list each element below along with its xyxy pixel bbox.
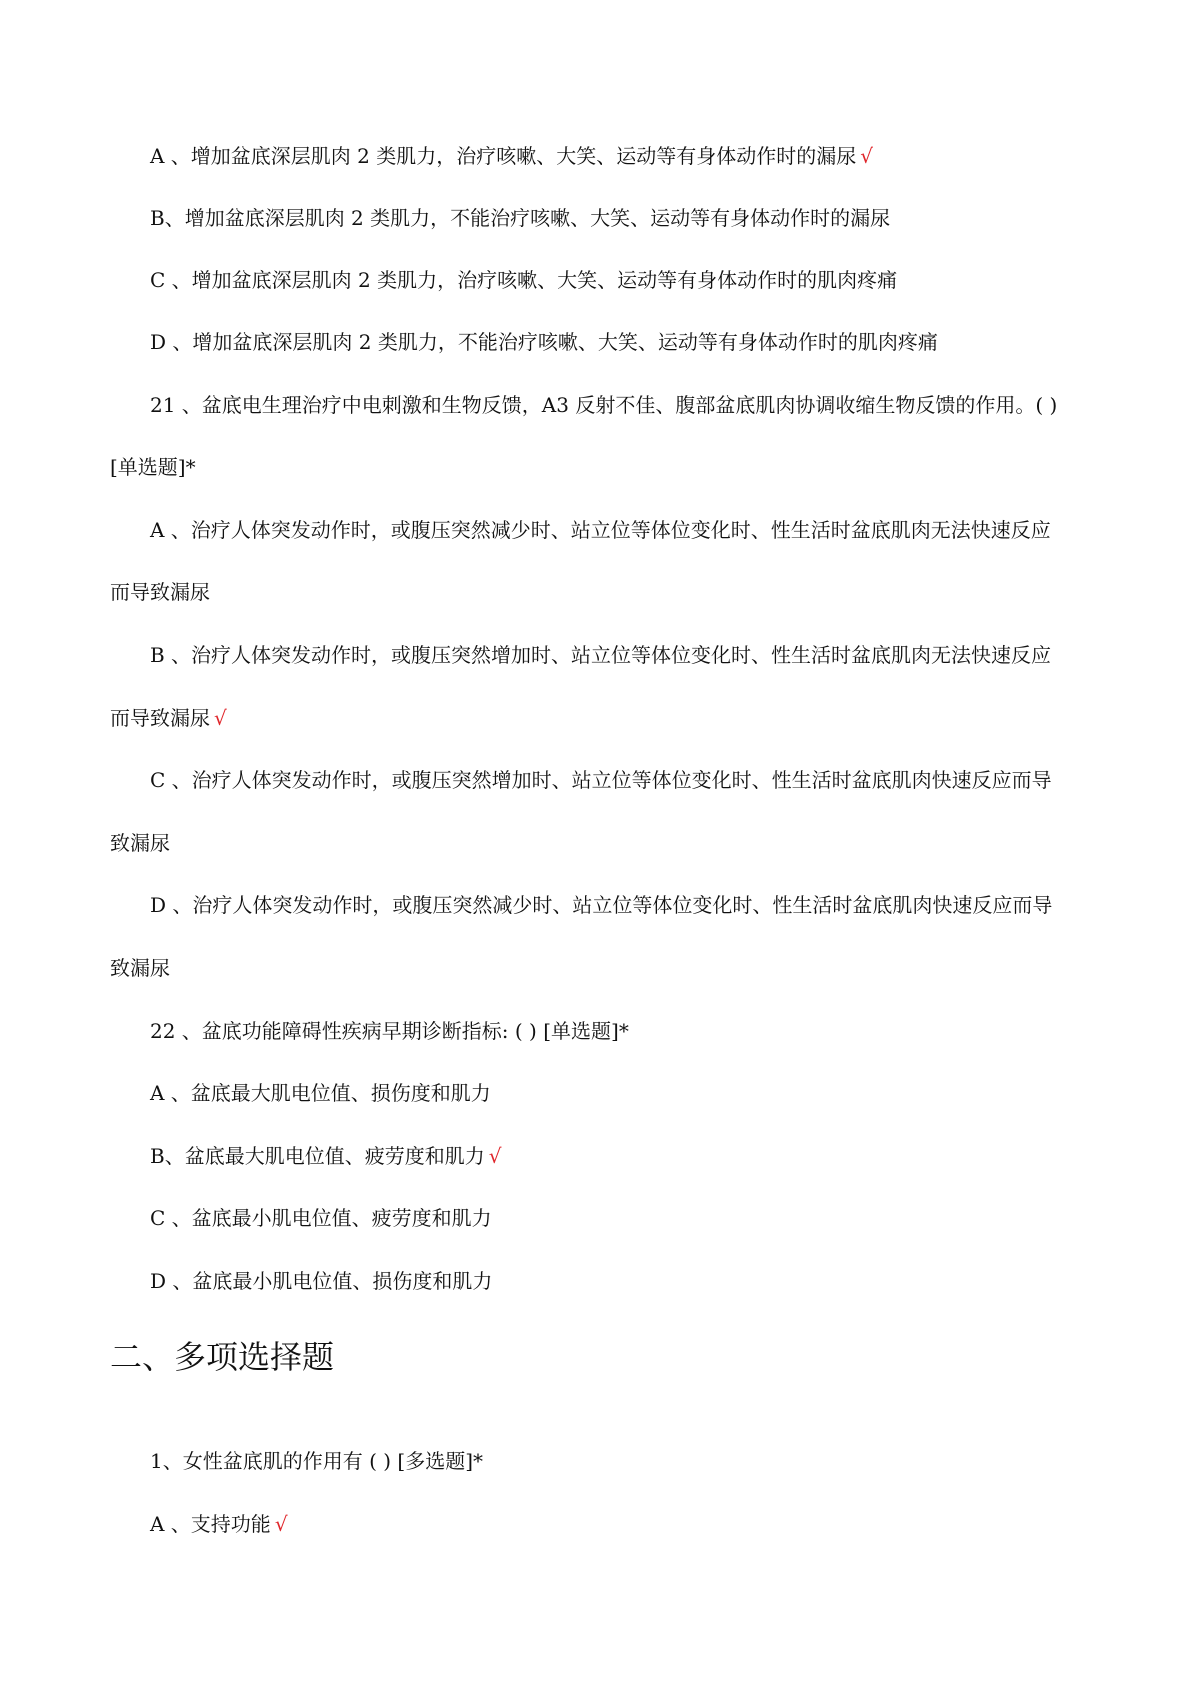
option-text: A 、支持功能: [150, 1512, 271, 1536]
q20-option-d: [150, 328, 938, 356]
q21-option-a: A 、治疗人体突发动作时，或腹压突然减少时、站立位等体位变化时、性生活时盆底肌肉无法快速反应: [150, 518, 1051, 542]
q22-option-c: C 、盆底最小肌电位值、疲劳度和肌力: [150, 1206, 492, 1230]
mq1-stem: 1、女性盆底肌的作用有 ( ) [多选题]*: [150, 1449, 484, 1473]
q22-option-d: D 、盆底最小肌电位值、损伤度和肌力: [150, 1269, 493, 1293]
option-text: B、增加盆底深层肌肉 2 类肌力，不能治疗咳嗽、大笑、运动等有身体动作时的漏尿: [150, 206, 891, 230]
q20-option-a: [150, 142, 873, 170]
q21-stem: 21 、盆底电生理治疗中电刺激和生物反馈，A3 反射不佳、腹部盆底肌肉协调收缩生物反馈的作用。( ): [150, 393, 1058, 417]
mq1-option-a: [150, 1510, 288, 1538]
q21-option-a-cont: 而导致漏尿: [110, 580, 210, 604]
q22-option-b: [150, 1142, 501, 1170]
q21-type: [单选题]*: [110, 455, 196, 479]
q21-option-b: B 、治疗人体突发动作时，或腹压突然增加时、站立位等体位变化时、性生活时盆底肌肉无法快速反应: [150, 643, 1052, 667]
option-text: D 、增加盆底深层肌肉 2 类肌力，不能治疗咳嗽、大笑、运动等有身体动作时的肌肉疼痛: [150, 330, 938, 354]
q21-option-d: D 、治疗人体突发动作时，或腹压突然减少时、站立位等体位变化时、性生活时盆底肌肉快速反应而导: [150, 893, 1053, 917]
option-text: A 、增加盆底深层肌肉 2 类肌力，治疗咳嗽、大笑、运动等有身体动作时的漏尿: [150, 144, 857, 168]
correct-check-icon: √: [214, 706, 227, 730]
q20-option-b: [150, 204, 890, 232]
q22-option-a: A 、盆底最大肌电位值、损伤度和肌力: [150, 1081, 491, 1105]
correct-check-icon: √: [274, 1512, 288, 1536]
correct-check-icon: √: [488, 1144, 502, 1168]
correct-check-icon: √: [860, 144, 873, 168]
option-text: B、盆底最大肌电位值、疲劳度和肌力: [150, 1144, 485, 1168]
q20-option-c: [150, 266, 897, 294]
q21-option-d-cont: 致漏尿: [110, 956, 170, 980]
option-text: 而导致漏尿: [110, 706, 210, 730]
q21-option-b-cont: [110, 704, 227, 732]
section-heading: 二、多项选择题: [110, 1338, 335, 1376]
q21-option-c: C 、治疗人体突发动作时，或腹压突然增加时、站立位等体位变化时、性生活时盆底肌肉快速反应而导: [150, 768, 1052, 792]
q22-stem: 22 、盆底功能障碍性疾病早期诊断指标: ( ) [单选题]*: [150, 1019, 629, 1043]
q21-option-c-cont: 致漏尿: [110, 831, 170, 855]
option-text: C 、增加盆底深层肌肉 2 类肌力，治疗咳嗽、大笑、运动等有身体动作时的肌肉疼痛: [150, 268, 898, 292]
